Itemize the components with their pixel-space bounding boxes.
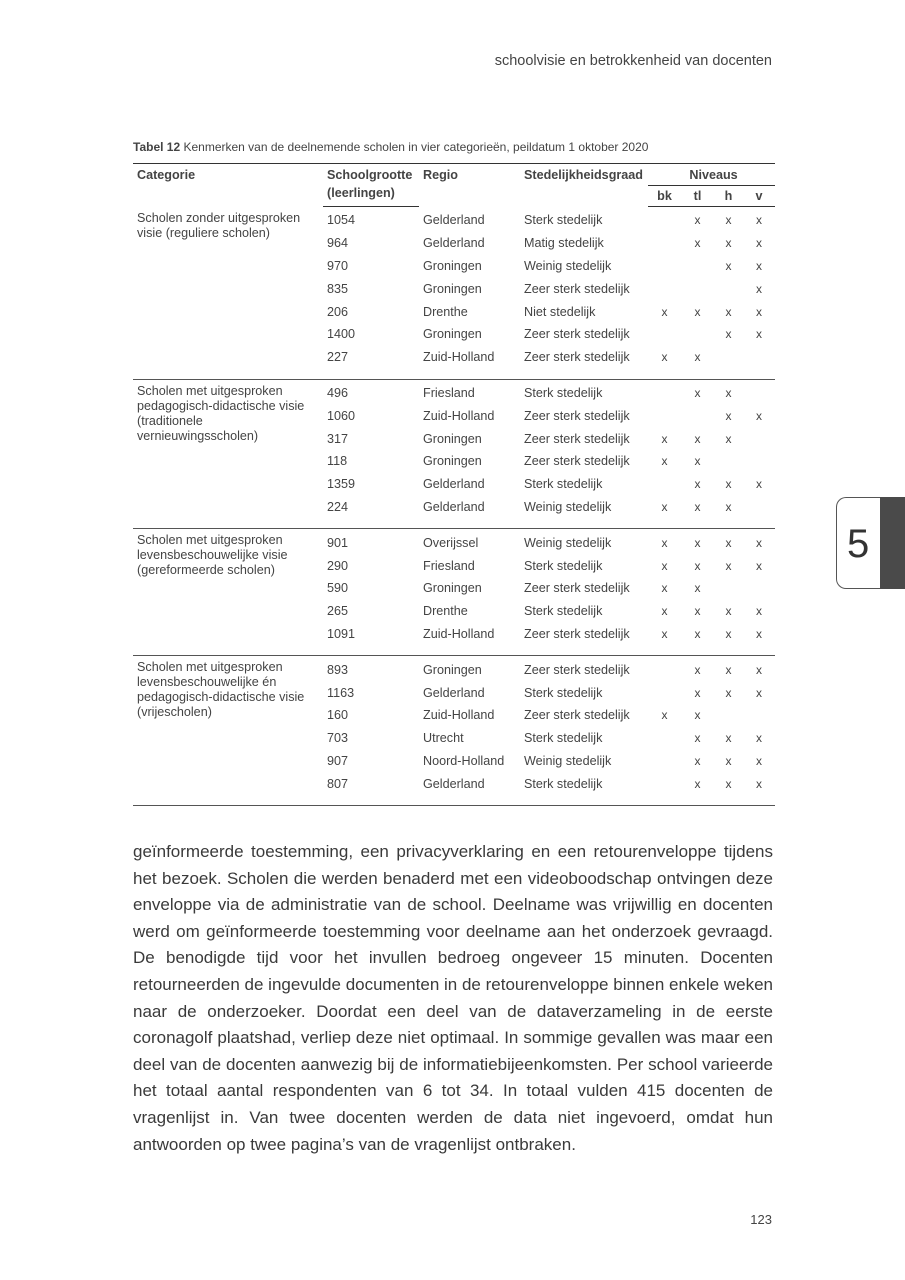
regio-cell: Groningen — [423, 431, 482, 446]
level-tl-cell: x — [694, 581, 701, 596]
regio-cell: Groningen — [423, 662, 482, 677]
level-h-cell — [714, 704, 743, 727]
level-tl-cell: x — [694, 604, 701, 619]
level-v-cell: x — [756, 776, 762, 791]
level-bk-cell — [648, 473, 681, 496]
schoolgrootte-cell: 835 — [327, 281, 349, 296]
level-v-cell: x — [756, 731, 762, 746]
regio-cell: Groningen — [423, 581, 482, 596]
level-h-cell: x — [725, 408, 732, 423]
stedelijkheid-cell: Zeer sterk stedelijk — [524, 581, 630, 596]
schoolgrootte-cell: 964 — [327, 236, 349, 251]
level-tl-cell: x — [694, 731, 701, 746]
level-h-cell — [714, 450, 743, 473]
table-caption-label: Tabel 12 — [133, 140, 181, 154]
table-group — [133, 379, 775, 529]
level-h-cell: x — [725, 535, 732, 550]
level-bk-cell: x — [661, 350, 668, 365]
schoolgrootte-cell: 590 — [327, 581, 349, 596]
schoolgrootte-cell: 160 — [327, 708, 349, 723]
stedelijkheid-cell: Matig stedelijk — [524, 236, 604, 251]
regio-cell: Zuid-Holland — [423, 708, 495, 723]
schoolgrootte-cell: 1091 — [327, 626, 356, 641]
header-categorie: Categorie — [133, 164, 323, 207]
regio-cell: Utrecht — [423, 731, 464, 746]
level-h-cell — [714, 577, 743, 600]
table-row — [133, 379, 775, 404]
regio-cell: Drenthe — [423, 304, 468, 319]
regio-cell: Friesland — [423, 385, 475, 400]
chapter-tab-bar — [880, 497, 905, 589]
level-v-cell: x — [756, 213, 762, 228]
level-tl-cell — [681, 323, 714, 346]
stedelijkheid-cell: Zeer sterk stedelijk — [524, 350, 630, 365]
category-cell: Scholen met uitgesproken levensbeschouwelijke én pedagogisch-didactische visie (vrijescholen) — [137, 660, 305, 720]
level-h-cell: x — [725, 604, 732, 619]
schoolgrootte-cell: 703 — [327, 731, 349, 746]
level-tl-cell: x — [694, 708, 701, 723]
level-v-cell: x — [756, 662, 762, 677]
level-v-cell: x — [756, 535, 762, 550]
level-h-cell: x — [725, 753, 732, 768]
table-row — [133, 656, 775, 681]
level-bk-cell — [648, 681, 681, 704]
stedelijkheid-cell: Zeer sterk stedelijk — [524, 454, 630, 469]
regio-cell: Gelderland — [423, 477, 485, 492]
level-h-cell: x — [725, 626, 732, 641]
level-h-cell: x — [725, 213, 732, 228]
level-bk-cell — [648, 772, 681, 805]
stedelijkheid-cell: Sterk stedelijk — [524, 604, 603, 619]
level-v-cell: x — [756, 685, 762, 700]
regio-cell: Zuid-Holland — [423, 350, 495, 365]
level-bk-cell — [648, 404, 681, 427]
level-h-cell: x — [725, 431, 732, 446]
schoolgrootte-cell: 265 — [327, 604, 349, 619]
level-h-cell: x — [725, 477, 732, 492]
stedelijkheid-cell: Sterk stedelijk — [524, 776, 603, 791]
stedelijkheid-cell: Zeer sterk stedelijk — [524, 327, 630, 342]
level-v-cell: x — [756, 408, 762, 423]
category-cell: Scholen zonder uitgesproken visie (reguliere scholen) — [137, 210, 301, 240]
schoolgrootte-cell: 1163 — [327, 685, 355, 700]
schoolgrootte-cell: 206 — [327, 304, 349, 319]
regio-cell: Gelderland — [423, 776, 485, 791]
level-tl-cell — [681, 277, 714, 300]
stedelijkheid-cell: Zeer sterk stedelijk — [524, 708, 630, 723]
regio-cell: Gelderland — [423, 685, 485, 700]
table-group — [133, 656, 775, 806]
level-v-cell — [743, 704, 775, 727]
stedelijkheid-cell: Sterk stedelijk — [524, 685, 603, 700]
level-tl-cell — [681, 404, 714, 427]
schoolgrootte-cell: 224 — [327, 499, 349, 514]
category-cell: Scholen met uitgesproken levensbeschouwelijke visie (gereformeerde scholen) — [137, 533, 288, 578]
regio-cell: Gelderland — [423, 213, 485, 228]
level-v-cell: x — [756, 281, 762, 296]
stedelijkheid-cell: Zeer sterk stedelijk — [524, 662, 630, 677]
level-bk-cell — [648, 255, 681, 278]
level-tl-cell: x — [694, 431, 701, 446]
stedelijkheid-cell: Sterk stedelijk — [524, 385, 603, 400]
schoolgrootte-cell: 317 — [327, 431, 349, 446]
level-tl-cell: x — [694, 535, 701, 550]
level-tl-cell: x — [694, 776, 701, 791]
header-stedelijkheid: Stedelijkheidsgraad — [520, 164, 648, 207]
level-tl-cell: x — [694, 213, 701, 228]
regio-cell: Noord-Holland — [423, 753, 505, 768]
table-row — [133, 207, 775, 232]
header-level-bk: bk — [648, 186, 681, 207]
level-bk-cell — [648, 232, 681, 255]
running-head: schoolvisie en betrokkenheid van docenten — [494, 53, 772, 69]
stedelijkheid-cell: Weinig stedelijk — [524, 499, 612, 514]
level-tl-cell: x — [694, 499, 701, 514]
schoolgrootte-cell: 1054 — [327, 213, 356, 228]
schoolgrootte-cell: 118 — [327, 454, 348, 469]
schoolgrootte-cell: 1400 — [327, 327, 356, 342]
schoolgrootte-cell: 290 — [327, 558, 349, 573]
level-tl-cell: x — [694, 477, 701, 492]
level-v-cell — [743, 577, 775, 600]
level-tl-cell — [681, 255, 714, 278]
level-bk-cell: x — [661, 708, 668, 723]
level-bk-cell: x — [661, 454, 668, 469]
level-h-cell — [714, 277, 743, 300]
level-bk-cell: x — [661, 581, 668, 596]
level-h-cell: x — [725, 662, 732, 677]
schoolgrootte-cell: 227 — [327, 350, 349, 365]
level-h-cell: x — [725, 731, 732, 746]
level-bk-cell — [648, 750, 681, 773]
header-level-tl: tl — [681, 186, 714, 207]
regio-cell: Groningen — [423, 327, 482, 342]
table-group — [133, 529, 775, 656]
level-v-cell: x — [756, 236, 762, 251]
regio-cell: Groningen — [423, 281, 482, 296]
level-h-cell: x — [725, 776, 732, 791]
level-v-cell: x — [756, 626, 762, 641]
schoolgrootte-cell: 907 — [327, 753, 349, 768]
header-niveaus: Niveaus — [648, 164, 775, 186]
stedelijkheid-cell: Zeer sterk stedelijk — [524, 408, 630, 423]
regio-cell: Overijssel — [423, 535, 479, 550]
level-tl-cell: x — [694, 304, 701, 319]
schoolgrootte-cell: 807 — [327, 776, 349, 791]
stedelijkheid-cell: Sterk stedelijk — [524, 213, 603, 228]
level-bk-cell: x — [661, 535, 668, 550]
level-h-cell: x — [725, 327, 732, 342]
regio-cell: Gelderland — [423, 499, 485, 514]
table-row — [133, 529, 775, 554]
level-bk-cell: x — [661, 604, 668, 619]
stedelijkheid-cell: Zeer sterk stedelijk — [524, 626, 630, 641]
regio-cell: Zuid-Holland — [423, 408, 495, 423]
stedelijkheid-cell: Zeer sterk stedelijk — [524, 431, 630, 446]
table-caption-text: Kenmerken van de deelnemende scholen in vier categorieën, peildatum 1 oktober 2020 — [180, 140, 649, 154]
level-h-cell: x — [725, 685, 732, 700]
level-tl-cell: x — [694, 753, 701, 768]
level-v-cell: x — [756, 604, 762, 619]
page-number: 123 — [750, 1212, 772, 1227]
level-tl-cell: x — [694, 350, 701, 365]
level-tl-cell: x — [694, 685, 701, 700]
header-level-v: v — [743, 186, 775, 207]
stedelijkheid-cell: Weinig stedelijk — [524, 753, 612, 768]
regio-cell: Groningen — [423, 454, 482, 469]
header-regio: Regio — [419, 164, 520, 207]
level-bk-cell — [648, 727, 681, 750]
body-paragraph: geïnformeerde toestemming, een privacyverklaring en een retourenveloppe tijdens het bezoek. Scholen die werden benaderd met een videoboodschap ontvingen deze enveloppe via de administratie van de school. Deelname was vrijwillig en docenten werd om geïnformeerde toestemming voor deelname aan het onderzoek gevraagd. De benodigde tijd voor het invullen bedroeg ongeveer 15 minuten. Docenten retourneerden de ingevulde documenten in de retourenveloppe binnen enkele weken naar de onderzoeker. Doordat een deel van de dataverzameling in de eerste coronagolf plaatshad, verliep deze niet optimaal. In sommige gevallen was maar een deel van de docenten aanwezig bij de informatiebijeenkomsten. Per school varieerde het totaal aantal respondenten van 6 tot 34. In totaal vulden 415 docenten de vragenlijst in. Van twee docenten werden de data niet ingevoerd, omdat hun antwoorden op twee pagina’s van de vragenlijst ontbraken. — [133, 842, 773, 1154]
stedelijkheid-cell: Sterk stedelijk — [524, 558, 603, 573]
stedelijkheid-cell: Niet stedelijk — [524, 304, 596, 319]
level-tl-cell: x — [694, 385, 701, 400]
header-schoolgrootte: Schoolgrootte — [323, 164, 419, 186]
level-v-cell — [743, 450, 775, 473]
level-tl-cell: x — [694, 454, 701, 469]
level-tl-cell: x — [694, 236, 701, 251]
level-v-cell — [743, 379, 775, 404]
level-bk-cell: x — [661, 431, 668, 446]
stedelijkheid-cell: Sterk stedelijk — [524, 731, 603, 746]
level-bk-cell: x — [661, 499, 668, 514]
stedelijkheid-cell: Weinig stedelijk — [524, 258, 612, 273]
level-tl-cell: x — [694, 558, 701, 573]
stedelijkheid-cell: Sterk stedelijk — [524, 477, 603, 492]
chapter-tab — [836, 497, 905, 589]
level-h-cell: x — [725, 499, 732, 514]
table-caption — [133, 140, 648, 154]
level-h-cell: x — [725, 258, 732, 273]
category-cell: Scholen met uitgesproken pedagogisch-didactische visie (traditionele vernieuwingsscholen) — [137, 383, 305, 443]
header-level-h: h — [714, 186, 743, 207]
level-h-cell: x — [725, 385, 732, 400]
level-h-cell — [714, 346, 743, 379]
level-bk-cell: x — [661, 304, 668, 319]
level-tl-cell: x — [694, 626, 701, 641]
level-tl-cell: x — [694, 662, 701, 677]
schools-table — [133, 163, 775, 806]
stedelijkheid-cell: Weinig stedelijk — [524, 535, 612, 550]
stedelijkheid-cell: Zeer sterk stedelijk — [524, 281, 630, 296]
regio-cell: Zuid-Holland — [423, 626, 495, 641]
regio-cell: Drenthe — [423, 604, 468, 619]
level-v-cell: x — [756, 753, 762, 768]
level-bk-cell — [648, 277, 681, 300]
chapter-number: 5 — [847, 522, 870, 566]
level-h-cell: x — [725, 558, 732, 573]
table-header-row — [133, 164, 775, 186]
level-v-cell: x — [756, 327, 762, 342]
regio-cell: Friesland — [423, 558, 475, 573]
table-group — [133, 207, 775, 380]
level-bk-cell: x — [661, 558, 668, 573]
level-h-cell: x — [725, 236, 732, 251]
level-v-cell: x — [756, 477, 762, 492]
level-v-cell: x — [756, 258, 762, 273]
schoolgrootte-cell: 901 — [327, 535, 349, 550]
header-schoolgrootte-sub: (leerlingen) — [323, 186, 419, 207]
regio-cell: Gelderland — [423, 236, 485, 251]
level-v-cell — [743, 427, 775, 450]
level-v-cell — [743, 496, 775, 529]
schoolgrootte-cell: 893 — [327, 662, 349, 677]
level-bk-cell — [648, 207, 681, 232]
schoolgrootte-cell: 1359 — [327, 477, 356, 492]
regio-cell: Groningen — [423, 258, 482, 273]
level-bk-cell — [648, 656, 681, 681]
schoolgrootte-cell: 970 — [327, 258, 349, 273]
schoolgrootte-cell: 496 — [327, 385, 349, 400]
level-v-cell — [743, 346, 775, 379]
level-bk-cell — [648, 379, 681, 404]
level-h-cell: x — [725, 304, 732, 319]
level-bk-cell — [648, 323, 681, 346]
schoolgrootte-cell: 1060 — [327, 408, 356, 423]
level-bk-cell: x — [661, 626, 668, 641]
level-v-cell: x — [756, 304, 762, 319]
level-v-cell: x — [756, 558, 762, 573]
